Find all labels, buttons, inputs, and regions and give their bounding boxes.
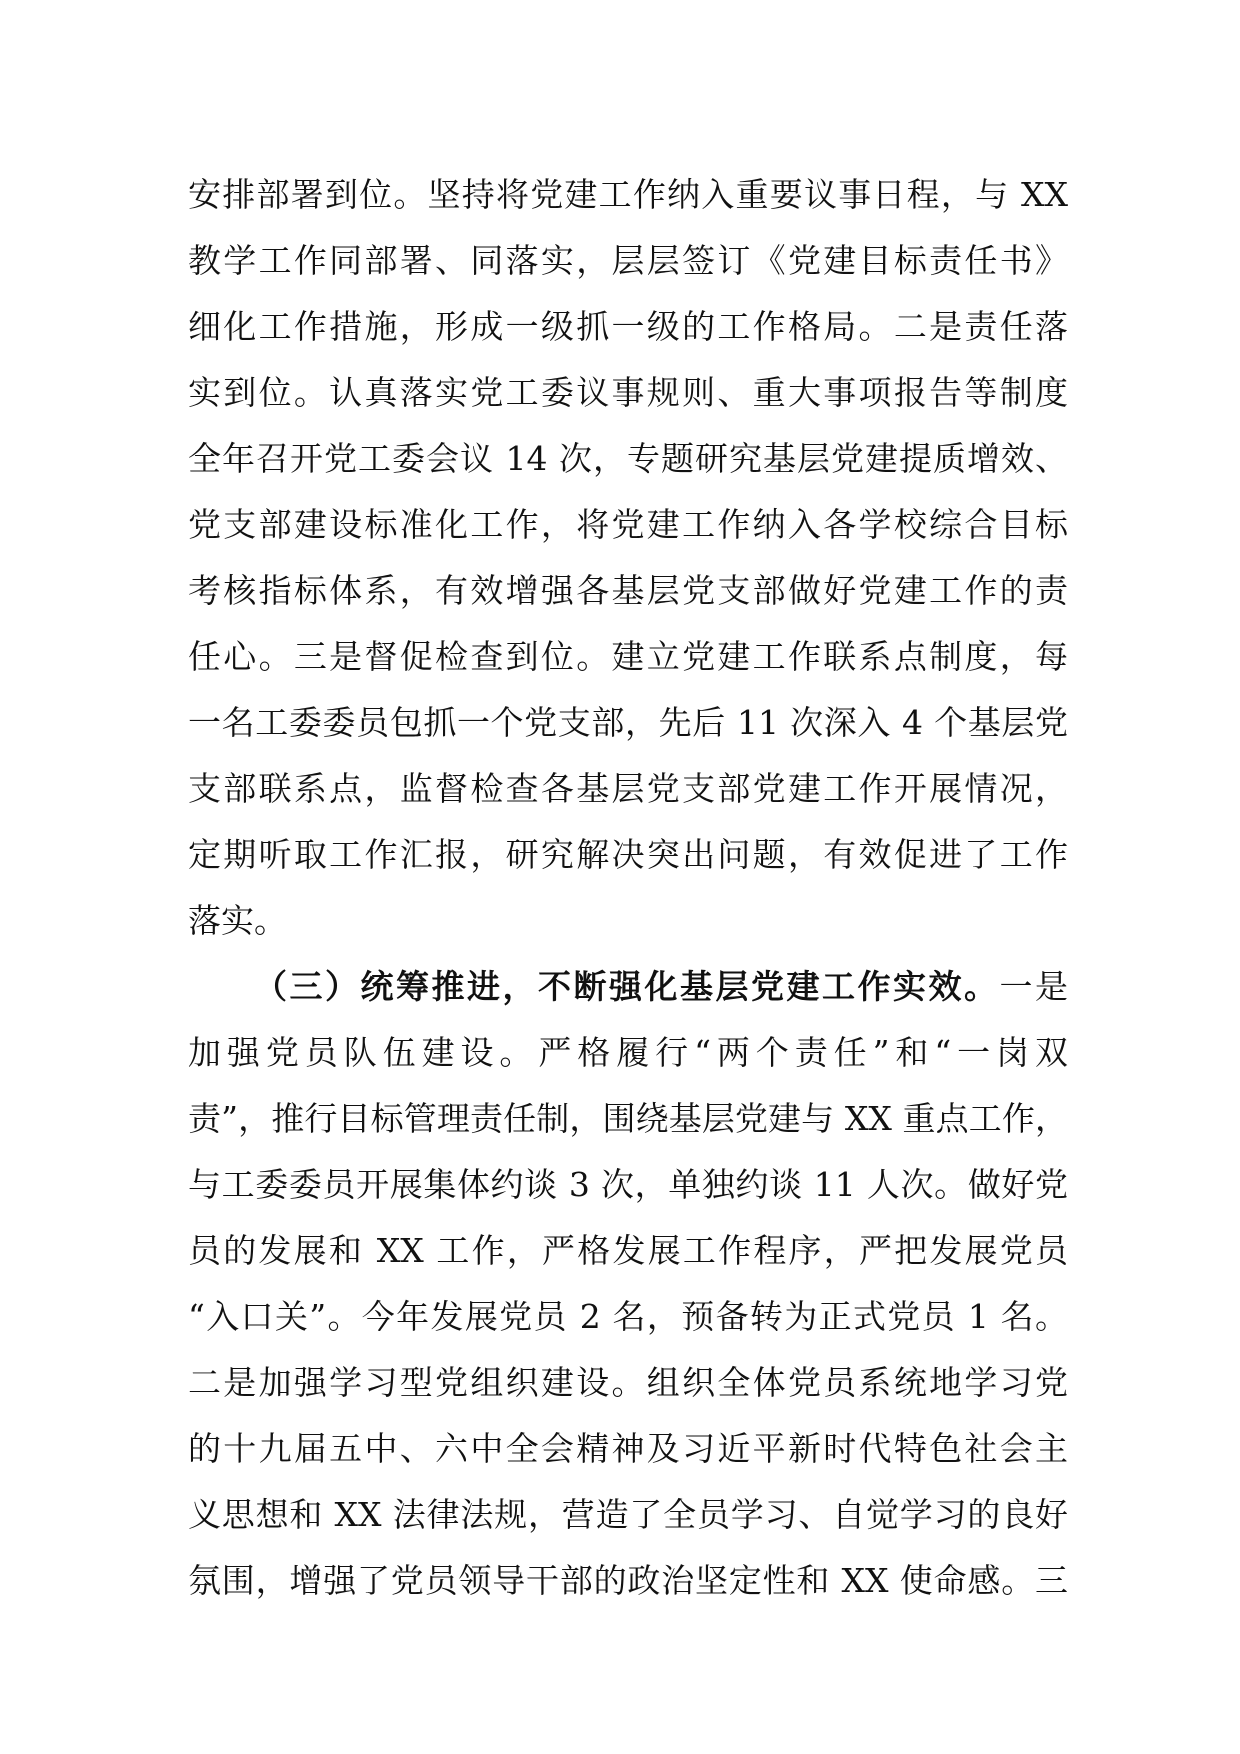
text-line: 氛围，增强了党员领导干部的政治坚定性和 XX 使命感。三 bbox=[188, 1561, 1068, 1600]
text-line: 全年召开党工委会议 14 次，专题研究基层党建提质增效、 bbox=[188, 439, 1068, 478]
text-line: 落实。 bbox=[188, 901, 287, 940]
section-heading-line bbox=[188, 954, 1068, 1020]
text-line: 一名工委委员包抓一个党支部，先后 11 次深入 4 个基层党 bbox=[188, 703, 1068, 742]
text-line: 安排部署到位。坚持将党建工作纳入重要议事日程，与 XX bbox=[188, 175, 1068, 214]
text-line: 考核指标体系，有效增强各基层党支部做好党建工作的责 bbox=[188, 571, 1068, 610]
text-line: 细化工作措施，形成一级抓一级的工作格局。二是责任落 bbox=[188, 307, 1068, 346]
text-line: 定期听取工作汇报，研究解决突出问题，有效促进了工作 bbox=[188, 835, 1068, 874]
paragraph-1 bbox=[188, 162, 1068, 954]
text-line: 教学工作同部署、同落实，层层签订《党建目标责任书》 bbox=[188, 241, 1068, 280]
text-line: 义思想和 XX 法律法规，营造了全员学习、自觉学习的良好 bbox=[188, 1495, 1068, 1534]
text-line: 责”，推行目标管理责任制，围绕基层党建与 XX 重点工作， bbox=[188, 1099, 1068, 1138]
text-fragment: 一是 bbox=[999, 967, 1068, 1006]
text-line: 党支部建设标准化工作，将党建工作纳入各学校综合目标 bbox=[188, 505, 1068, 544]
text-line: 二是加强学习型党组织建设。组织全体党员系统地学习党 bbox=[188, 1363, 1068, 1402]
text-line: 支部联系点，监督检查各基层党支部党建工作开展情况， bbox=[188, 769, 1068, 808]
text-line: “入口关”。今年发展党员 2 名，预备转为正式党员 1 名。 bbox=[188, 1297, 1068, 1336]
paragraph-2 bbox=[188, 954, 1068, 1614]
text-line: 与工委委员开展集体约谈 3 次，单独约谈 11 人次。做好党 bbox=[188, 1165, 1068, 1204]
text-line: 实到位。认真落实党工委议事规则、重大事项报告等制度 bbox=[188, 373, 1068, 412]
text-line: 员的发展和 XX 工作，严格发展工作程序，严把发展党员 bbox=[188, 1231, 1068, 1270]
document-page bbox=[188, 162, 1068, 1614]
text-line: 的十九届五中、六中全会精神及习近平新时代特色社会主 bbox=[188, 1429, 1068, 1468]
text-line: 任心。三是督促检查到位。建立党建工作联系点制度，每 bbox=[188, 637, 1068, 676]
text-line: 加强党员队伍建设。严格履行“两个责任”和“一岗双 bbox=[188, 1033, 1068, 1072]
section-heading: （三）统筹推进，不断强化基层党建工作实效。 bbox=[254, 967, 1000, 1006]
